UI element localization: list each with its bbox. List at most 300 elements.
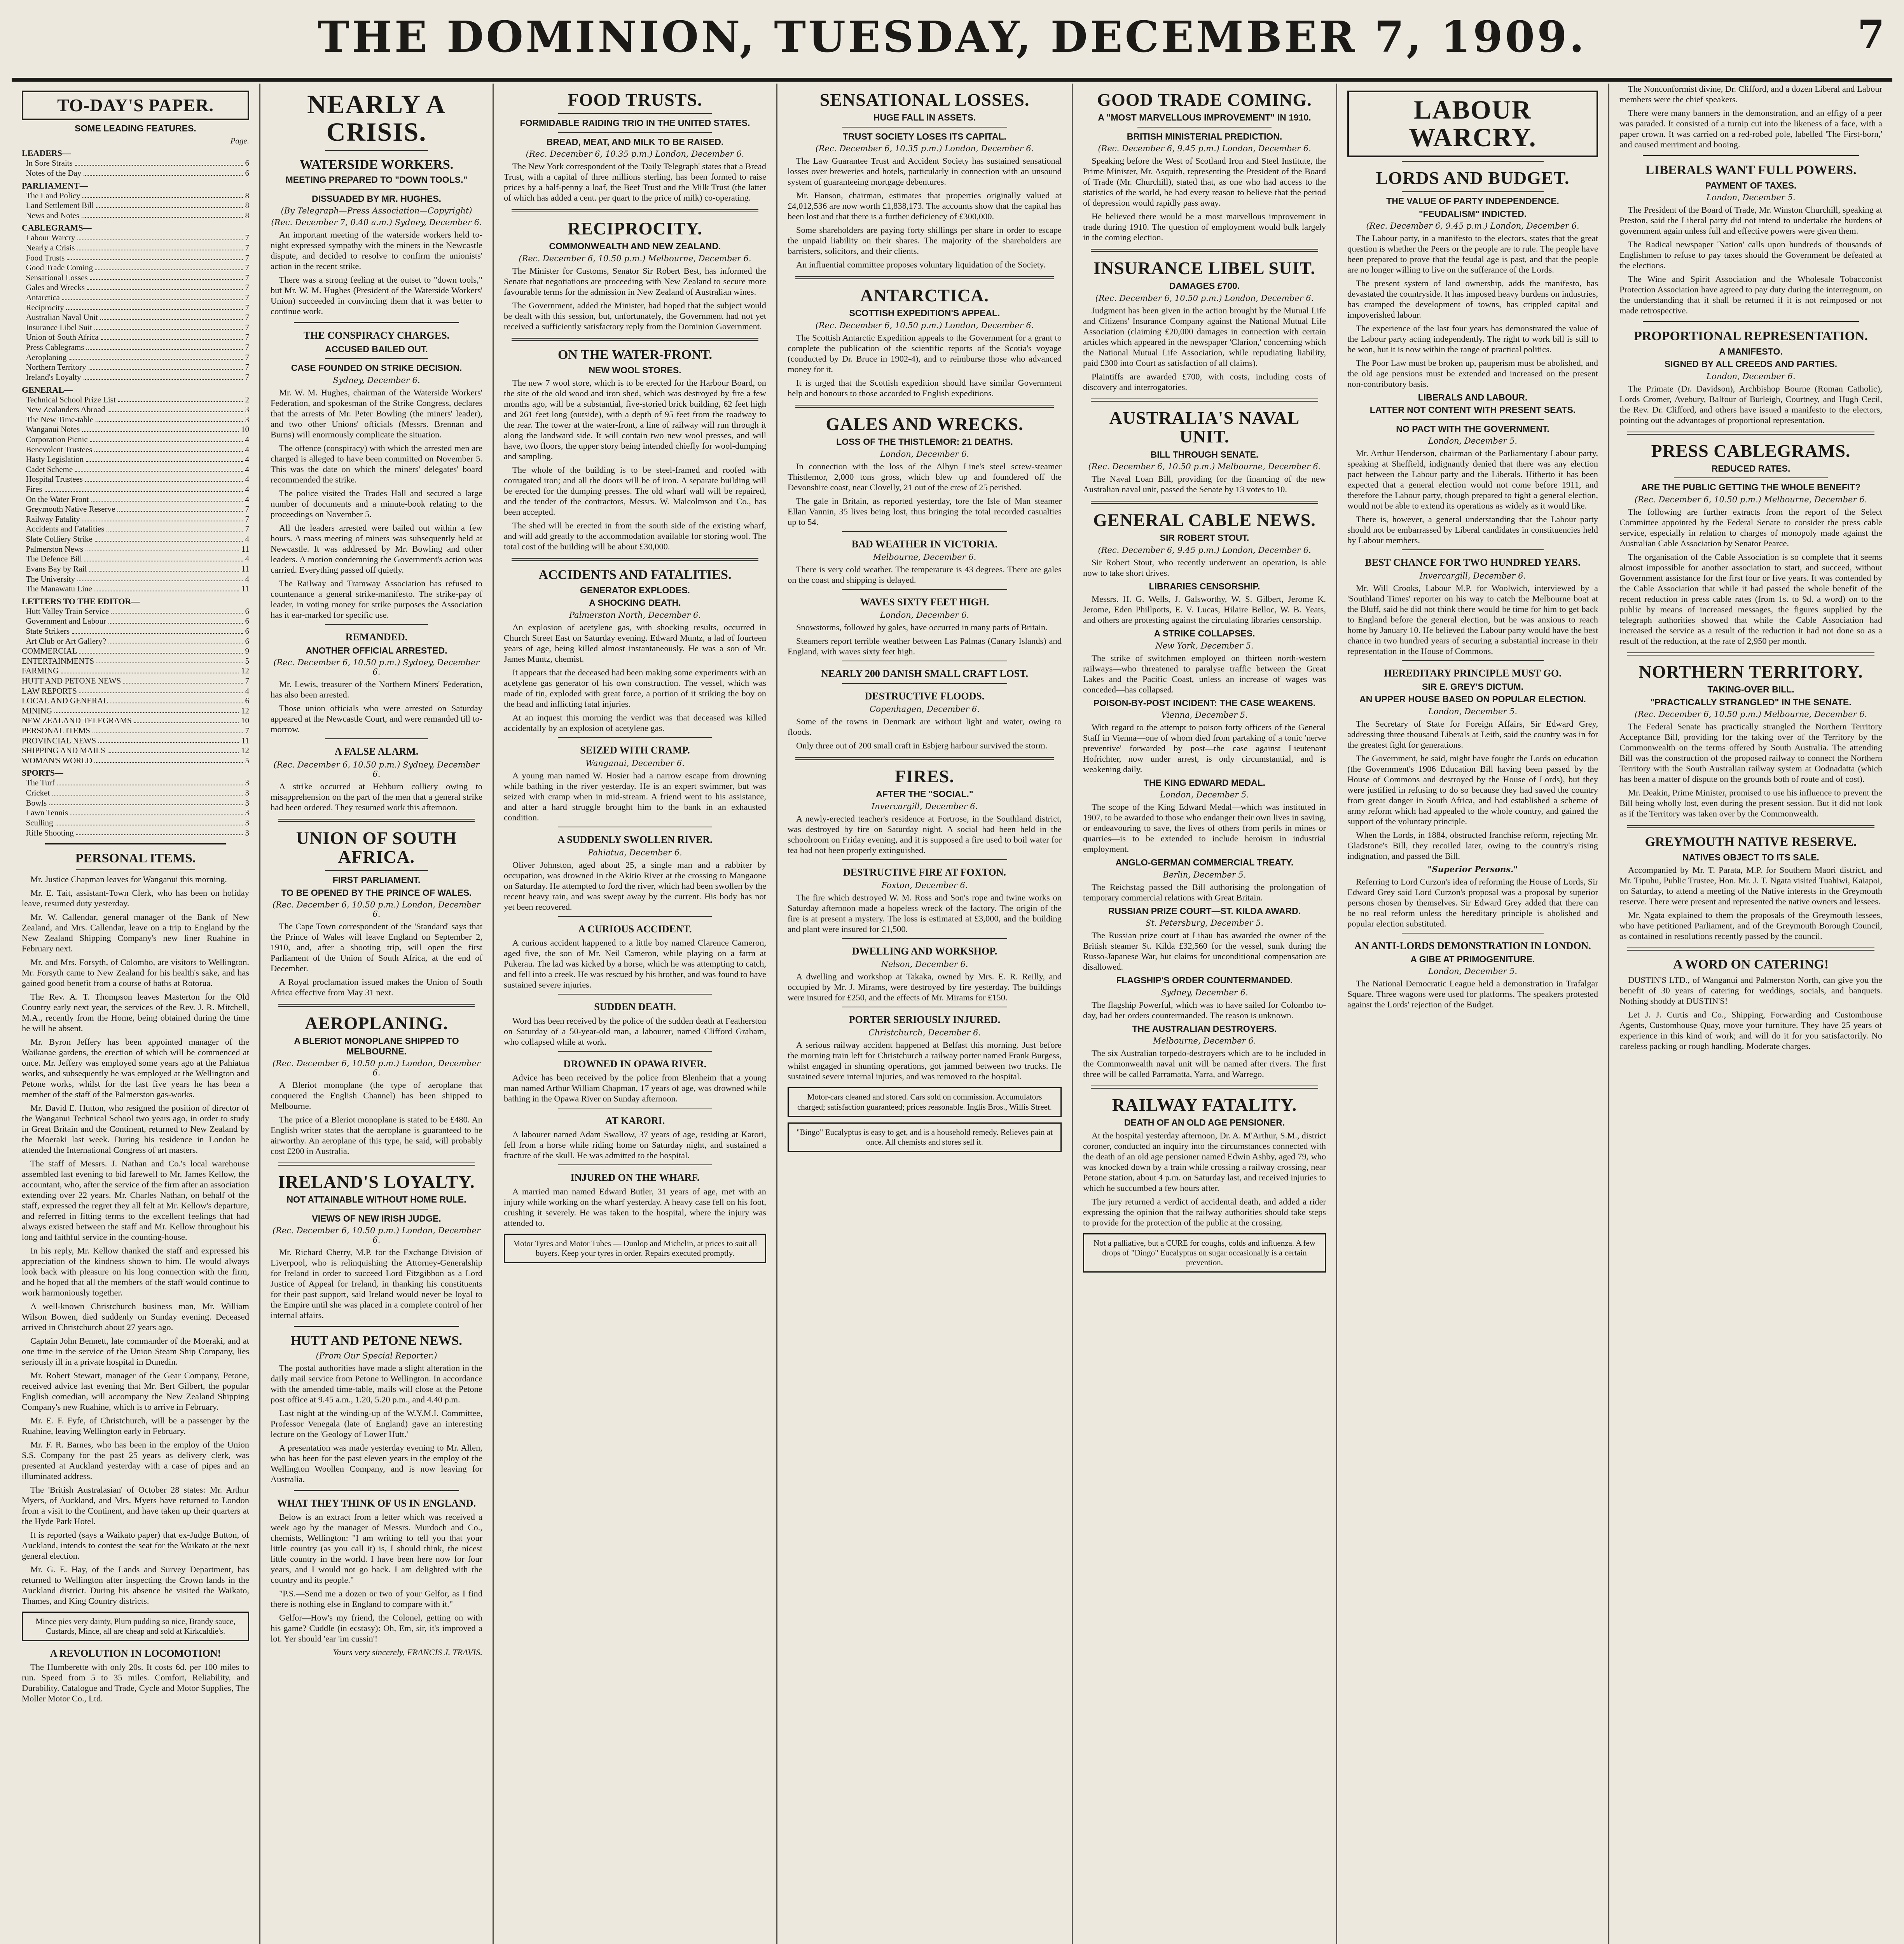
dateline: London, December 6. [1706, 371, 1796, 381]
index-label: Benevolent Trustees [22, 444, 93, 454]
features-index [22, 148, 249, 838]
todays-paper-heading: TO-DAY'S PAPER. [22, 91, 249, 120]
article-paragraph: Mr. Arthur Henderson, chairman of the Parliamentary Labour party, speaking at Sheffield, indignantly denied that there was any election pact between the Labour party and the Liberals. Hitherto it has been expected that a general election would not come before 1911, and therefore the Labour party, though prepared to fight a general election, would not be able to extend its operations as widely as it would like. [1347, 448, 1598, 511]
personal-item: In his reply, Mr. Kellow thanked the staff and expressed his appreciation of the kindness shown to him. He would always look back with pleasure on his long connection with the firm, and he hoped that all the members of the staff would continue to work harmoniously together. [22, 1245, 249, 1297]
index-page: 3 [245, 788, 249, 798]
index-row [22, 405, 249, 415]
subheading: ARE THE PUBLIC GETTING THE WHOLE BENEFIT? [1641, 482, 1861, 493]
leader-dots [77, 233, 243, 240]
index-label: Reciprocity [22, 302, 64, 312]
leader-dots [86, 544, 239, 552]
article-paragraph: "P.S.—Send me a dozen or two of your Gelfor, as I find there is nothing else in England to compare with it." [271, 1589, 482, 1609]
leader-dots [82, 514, 243, 522]
index-row [22, 808, 249, 818]
article-body [504, 161, 766, 203]
leader-dots [90, 435, 243, 442]
divider [1674, 477, 1828, 478]
floods-heading: DESTRUCTIVE FLOODS. [865, 690, 985, 702]
signoff: Yours very sincerely, FRANCIS J. TRAVIS. [333, 1647, 482, 1657]
article-body [788, 332, 1062, 399]
leader-dots [54, 706, 239, 713]
index-page: 11 [241, 564, 249, 573]
index-row [22, 323, 249, 333]
article-paragraph: Mr. Deakin, Prime Minister, promised to use his influence to prevent the Bill being wholly lost, even during the present session. But it did not look as if the Territory was taken over by the Commonwealth. [1619, 788, 1882, 819]
article-body [504, 860, 766, 912]
article-paragraph: The National Democratic League held a demonstration in Trafalgar Square. Three wagons were used for platforms. The speakers protested against the Lords' rejection of the Budget. [1347, 979, 1598, 1010]
subheading: A GIBE AT PRIMOGENITURE. [1410, 954, 1535, 965]
article-body [1083, 594, 1326, 625]
swollen-river-heading: A SUDDENLY SWOLLEN RIVER. [557, 834, 713, 845]
divider [795, 405, 1054, 408]
article-body [504, 1129, 766, 1161]
advert-motor-cars: Motor-cars cleaned and stored. Cars sold on commission. Accumulators charged; satisfaction guaranteed; prices reasonable. Inglis Bros., Willis Street. [788, 1087, 1062, 1117]
leader-dots [94, 445, 243, 452]
index-label: Aeroplaning [22, 352, 67, 362]
index-page: 7 [245, 726, 249, 736]
hereditary-heading: HEREDITARY PRINCIPLE MUST GO. [1384, 667, 1562, 679]
dateline: Melbourne, December 6. [1153, 1036, 1256, 1046]
leader-dots [108, 746, 239, 753]
foxton-fire-heading: DESTRUCTIVE FIRE AT FOXTON. [843, 866, 1006, 878]
divider [294, 1490, 459, 1491]
article-paragraph: Mr. Ngata explained to them the proposals of the Greymouth lessees, who have petitioned Parliament, and of the Greymouth Borough Council, as contained in resolutions recently passed by the council. [1619, 910, 1882, 941]
leader-dots [108, 405, 243, 412]
article-body [504, 622, 766, 733]
index-row [22, 828, 249, 838]
dateline: Sydney, December 6. [333, 375, 420, 385]
article-paragraph: Snowstorms, followed by gales, have occurred in many parts of Britain. [796, 622, 1048, 633]
article-paragraph: The Labour party, in a manifesto to the electors, states that the great question is whether the Peers or the people are to rule. The people have been prepared to prove that the feudal age is past, and that the people are no longer willing to live on the sufferance of the Lords. [1347, 233, 1598, 274]
leader-dots [101, 332, 243, 340]
subheading: TO BE OPENED BY THE PRINCE OF WALES. [281, 887, 472, 898]
leader-dots [96, 656, 243, 664]
article-body [1083, 882, 1326, 903]
article-paragraph: It is urged that the Scottish expedition should have similar Government help and honours to those accorded to English expeditions. [788, 378, 1062, 398]
reciprocity-heading: RECIPROCITY. [568, 219, 702, 239]
article-paragraph: The Scottish Antarctic Expedition appeals to the Government for a grant to complete the publication of the scientific reports of the Scotia's voyage (conducted by Dr. Bruce in 1902-4), and to reimburse those who advanced money for it. [788, 332, 1062, 374]
nearly-a-crisis-heading: NEARLY A CRISIS. [307, 89, 446, 147]
article-body [271, 1363, 482, 1484]
index-page: 7 [245, 243, 249, 252]
remanded-heading: REMANDED. [345, 631, 408, 643]
index-row [22, 636, 249, 647]
dateline: (Rec. December 6, 10.50 p.m.) Melbourne, December 6. [1088, 462, 1321, 471]
personal-item: It is reported (says a Waikato paper) that ex-Judge Button, of Auckland, intends to contest the seat for the Waikato at the next general election. [22, 1530, 249, 1561]
england-heading: WHAT THEY THINK OF US IN ENGLAND. [277, 1498, 476, 1509]
index-page: 7 [245, 676, 249, 685]
index-label: ENTERTAINMENTS [22, 656, 94, 666]
leader-dots [75, 158, 243, 166]
index-label: The New Time-table [22, 414, 94, 424]
article-body [504, 378, 766, 552]
article-paragraph: Word has been received by the police of the sudden death at Featherston on Saturday of a 50-year-old man, a labourer, named Clifford Graham, who collapsed while at work. [504, 1016, 766, 1047]
divider [512, 558, 758, 561]
index-label: Rifle Shooting [22, 828, 74, 837]
index-page: 3 [245, 828, 249, 837]
leader-dots [134, 716, 239, 723]
article-body [1083, 1000, 1326, 1021]
leader-dots [82, 425, 239, 432]
index-row [22, 293, 249, 303]
subheading: ANGLO-GERMAN COMMERCIAL TREATY. [1115, 857, 1294, 868]
leader-dots [96, 201, 243, 208]
article-paragraph: The jury returned a verdict of accidental death, and added a rider expressing the opinion that the railway authorities should take steps to provide for the protection of the public at the crossing. [1083, 1196, 1326, 1227]
leader-dots [84, 554, 243, 561]
article-paragraph: Some shareholders are paying forty shillings per share in order to escape the unpaid liability on their shares. The majority of the shareholders are barristers, solicitors, and their clients. [788, 225, 1062, 256]
index-row [22, 736, 249, 746]
dateline: (Rec. December 6, 10.50 p.m.) Sydney, December 6. [273, 760, 480, 779]
subheading: FLAGSHIP'S ORDER COUNTERMANDED. [1116, 975, 1293, 986]
index-label: The Manawatu Line [22, 584, 92, 594]
article-paragraph: A Bleriot monoplane (the type of aeroplane that conquered the English Channel) has been shipped to Melbourne. [271, 1080, 482, 1111]
divider [1091, 249, 1318, 252]
divider [795, 757, 1054, 760]
article-paragraph: Judgment has been given in the action brought by the Mutual Life and Citizens' Insurance Company against the National Mutual Life Association (claiming £20,000 damages in connection with certain articles which appeared in the newspaper 'Clarion,' concerning which the National Mutual Life Association, while repudiating liability, paid £300 into Court as satisfaction of all claims). [1083, 305, 1326, 368]
leader-dots [111, 607, 243, 614]
index-row [22, 656, 249, 666]
index-label: Cadet Scheme [22, 464, 73, 474]
article-body [1619, 205, 1882, 316]
article-paragraph: Mr. Will Crooks, Labour M.P. for Woolwich, interviewed by a 'Southland Times' reporter on his way to catch the Melbourne boat at the Bluff, said he did not think there would be time for him to get back to England before the general election, but he was anxious to reach home by January 10. He believed the Labour party would have the best chance in two hundred years of securing a substantial increase in their representation in the House of Commons. [1347, 583, 1598, 656]
index-page: 7 [245, 524, 249, 534]
article-paragraph: A newly-erected teacher's residence at Fortrose, in the Southland district, was destroyed by fire on Saturday night. A social had been held in the schoolroom on Friday evening, and it is supposed a fire used to boil water for tea had not been properly extinguished. [788, 813, 1062, 855]
article-body [788, 156, 1062, 270]
article-paragraph: The organisation of the Cable Association is so complete that it seems almost impossible for another association to start, and succeed, without Government assistance for the first four or five years. It was contended by the Cable Association that while it had passed the whole benefit of the recent reduction in press cable rates (from 1s. to 9d. a word) on to the public by means of increased messages, the figures supplied by the telegraph authorities showed that while the Cable Association had increased the service as a result of the reduction it had not done so as a result of the reduction, at the rate of 2,950 per month. [1619, 552, 1882, 646]
advert-bingo: "Bingo" Eucalyptus is easy to get, and is a household remedy. Relieves pain at once. All chemists and stores sell it. [788, 1122, 1062, 1152]
divider [325, 870, 428, 871]
index-page: 7 [245, 332, 249, 342]
index-row [22, 686, 249, 696]
article-paragraph: An influential committee proposes voluntary liquidation of the Society. [796, 260, 1046, 270]
subheading: POISON-BY-POST INCIDENT: THE CASE WEAKENS. [1093, 698, 1316, 708]
index-page: 7 [245, 504, 249, 514]
column-2 [260, 84, 494, 1944]
index-row [22, 564, 249, 574]
credit-line: (By Telegraph—Press Association—Copyright) [281, 206, 472, 216]
false-alarm-heading: A FALSE ALARM. [334, 746, 419, 757]
divider [1402, 549, 1544, 550]
index-row [22, 168, 249, 178]
index-row [22, 201, 249, 211]
hutt-petone-heading: HUTT AND PETONE NEWS. [291, 1334, 462, 1348]
subheading: FIRST PARLIAMENT. [332, 875, 421, 885]
dateline: London, December 6. [880, 449, 969, 459]
divider [1627, 432, 1874, 435]
subheading: SIGNED BY ALL CREEDS AND PARTIES. [1664, 359, 1838, 369]
subheading: BREAD, MEAT, AND MILK TO BE RAISED. [546, 136, 724, 147]
leader-dots [91, 495, 243, 502]
article-paragraph: Referring to Lord Curzon's idea of reforming the House of Lords, Sir Edward Grey said Lord Curzon's proposal was a proposal by superior persons chosen by themselves. Sir Edward Grey added that there can be no real reform unless the hereditary principle is abolished and popular election substituted. [1347, 876, 1598, 928]
article-paragraph: The six Australian torpedo-destroyers which are to be included in the Commonwealth naval unit will be named after rivers. The first three will be called Parramatta, Yarra, and Warrego. [1083, 1048, 1326, 1079]
article-paragraph: Below is an extract from a letter which was received a week ago by the manager of Messrs. Murdoch and Co., chemists, Wellington: "I am writing to tell you that your little country (as you call it) is, I should think, the nicest little country in the world. I have been here now for four years, and I would not go back. I am delighted with the country and its people." [271, 1512, 482, 1585]
subheading: VIEWS OF NEW IRISH JUDGE. [312, 1213, 441, 1224]
subheading: BILL THROUGH SENATE. [1150, 449, 1259, 460]
subheading: TAKING-OVER BILL. [1707, 684, 1794, 695]
page-label: Page. [230, 136, 249, 145]
index-label: Greymouth Native Reserve [22, 504, 115, 514]
index-page: 12 [241, 706, 249, 715]
divider [45, 843, 226, 844]
divider [278, 1163, 475, 1166]
index-row [22, 211, 249, 221]
masthead [12, 0, 1892, 82]
index-label: Union of South Africa [22, 332, 99, 342]
article-body [271, 387, 482, 620]
divider [842, 859, 1007, 860]
article-body [1347, 876, 1598, 929]
index-label: WOMAN'S WORLD [22, 755, 93, 765]
press-cablegrams-heading: PRESS CABLEGRAMS. [1651, 441, 1851, 461]
index-label: Accidents and Fatalities [22, 524, 105, 534]
index-label: PERSONAL ITEMS [22, 726, 90, 736]
index-page: 12 [241, 666, 249, 676]
article-paragraph: The Nonconformist divine, Dr. Clifford, and a dozen Liberal and Labour members were the chief speakers. [1619, 84, 1882, 104]
article-paragraph: The Minister for Customs, Senator Sir Robert Best, has informed the Senate that negotiations are proceeding with New Zealand to secure more favourable terms for the admission in New Zealand of Australian wines. [504, 266, 766, 297]
leader-dots [45, 484, 243, 492]
divider [842, 683, 1007, 684]
subheading: GENERATOR EXPLODES. [580, 585, 690, 595]
article-paragraph: Let J. J. Curtis and Co., Shipping, Forwarding and Customhouse Agents, Customhouse Quay, move your furniture. They have 25 years of experience in this kind of work; and will do it for you satisfactorily. No careless packing or rough handling. Moderate charges. [1619, 1009, 1882, 1051]
subheading: A SHOCKING DEATH. [589, 598, 681, 608]
dateline: London, December 5. [1428, 706, 1518, 716]
advert-dingo: Not a palliative, but a CURE for coughs, colds and influenza. A few drops of "Dingo" Eucalyptus on sugar occasionally is a certain prevention. [1083, 1233, 1326, 1273]
index-row [22, 756, 249, 766]
article-body [1083, 1048, 1326, 1079]
leader-dots [107, 524, 243, 531]
article-paragraph: Mr. Lewis, treasurer of the Northern Miners' Federation, has also been arrested. [271, 679, 482, 700]
index-page: 10 [241, 425, 249, 434]
divider [294, 1326, 459, 1327]
personal-items-heading: PERSONAL ITEMS. [75, 851, 196, 866]
index-row [22, 534, 249, 544]
leader-dots [72, 626, 243, 634]
article-body [788, 461, 1062, 527]
index-page: 6 [245, 636, 249, 646]
index-label: MINING [22, 706, 52, 715]
column-3 [494, 84, 777, 1944]
irelands-loyalty-heading: IRELAND'S LOYALTY. [278, 1172, 475, 1192]
article-paragraph: He believed there would be a most marvellous improvement in trade during 1910. The question of employment would bulk largely in the coming election. [1083, 212, 1326, 243]
index-row [22, 263, 249, 273]
leader-dots [94, 584, 239, 591]
article-paragraph: The postal authorities have made a slight alteration in the daily mail service from Petone to Wellington. In accordance with the amended time-table, mails will close at the Petone post office at 9.45 a.m., 1.20, 5.20 p.m., and 4.40 p.m. [271, 1363, 482, 1405]
article-body [1083, 930, 1326, 972]
index-label: HUTT AND PETONE NEWS [22, 676, 121, 685]
dateline: New York, December 5. [1155, 641, 1254, 650]
index-row [22, 233, 249, 243]
article-paragraph: Mr. Hanson, chairman, estimates that properties originally valued at £4,012,536 are now worth £1,838,173. The accounts show that the capital has been lost and that there is a further deficiency of £300,000. [788, 191, 1062, 222]
divider [1643, 155, 1859, 156]
insurance-libel-heading: INSURANCE LIBEL SUIT. [1093, 258, 1316, 278]
index-label: Government and Labour [22, 616, 106, 626]
article-paragraph: The Law Guarantee Trust and Accident Society has sustained sensational losses over breweries and hotels, particularly in connection with an unsound system of guaranteeing mortgage debentures. [788, 156, 1062, 187]
index-page: 8 [245, 210, 249, 220]
article-paragraph: Only three out of 200 small craft in Esbjerg harbour survived the storm. [796, 740, 1048, 750]
index-row [22, 626, 249, 636]
index-label: Railway Fatality [22, 514, 80, 524]
divider [795, 276, 1054, 279]
subheading: "Superior Persons." [1427, 864, 1518, 874]
curious-accident-heading: A CURIOUS ACCIDENT. [578, 923, 692, 935]
index-label: Sculling [22, 818, 53, 827]
article-paragraph: Messrs. H. G. Wells, J. Galsworthy, W. S. Gilbert, Jerome K. Jerome, Eden Phillpotts, E. V. Lucas, Hilaire Belloc, W. B. Yeats, and others are protesting against the circulating libraries censorship. [1083, 594, 1326, 625]
index-page: 8 [245, 201, 249, 210]
leader-dots [49, 798, 243, 806]
index-row [22, 574, 249, 584]
index-page: 12 [241, 746, 249, 755]
personal-item: Mr. Byron Jeffery has been appointed manager of the Waikanae gardens, the erection of which will be commenced at once. Mr. Jeffery was employed some years ago at the Pahiatua works, and subsequently he was employed at the Wellington and Petone works, whilst for the last five years he has been a member of the staff of the Palmerston gas-works. [22, 1037, 249, 1099]
article-body [271, 1080, 482, 1156]
article-paragraph: A dwelling and workshop at Takaka, owned by Mrs. E. R. Reilly, and occupied by Mr. J. Mirams, were destroyed by fire yesterday. The buildings were insured for £250, and the effects of Mr. Mirams for £150. [788, 972, 1062, 1003]
article-paragraph: Oliver Johnston, aged about 25, a single man and a rabbiter by occupation, was drowned in the Akitio River at the crossing to Mangaone on Saturday. He attempted to ford the river, which had been swollen by the recent heavy rain, and was swept away by the current. His body has not yet been recovered. [504, 860, 766, 912]
greymouth-heading: GREYMOUTH NATIVE RESERVE. [1645, 835, 1857, 850]
leader-dots [84, 168, 243, 176]
index-row [22, 353, 249, 363]
karori-heading: AT KARORI. [605, 1115, 665, 1127]
divider [1091, 501, 1318, 504]
index-label: Australian Naval Unit [22, 313, 98, 322]
index-row [22, 372, 249, 383]
divider [1643, 321, 1859, 322]
index-row [22, 283, 249, 293]
divider [558, 132, 712, 133]
subheading: LIBRARIES CENSORSHIP. [1149, 581, 1260, 591]
index-row [22, 778, 249, 788]
dateline: Invercargill, December 6. [1419, 571, 1526, 580]
article-paragraph: Speaking before the West of Scotland Iron and Steel Institute, the Prime Minister, Mr. Asquith, representing the President of the Board of Trade (Mr. Churchill), stated that, as one who had access to the statistics of the world, he had every reason to believe that the period of depression would rapidly pass away. [1083, 156, 1326, 208]
index-row [22, 726, 249, 736]
divider [1091, 1086, 1318, 1089]
leader-dots [84, 372, 243, 380]
dateline: (Rec. December 6, 10.50 p.m.) Sydney, December 6. [273, 658, 480, 677]
leader-dots [85, 474, 243, 482]
leader-dots [108, 636, 243, 644]
index-section: LETTERS TO THE EDITOR— [22, 596, 140, 606]
article-paragraph: At an inquest this morning the verdict was that deceased was killed accidentally by an explosion of acetylene gas. [504, 712, 766, 733]
index-page: 6 [245, 696, 249, 706]
index-page: 7 [245, 273, 249, 282]
subheading: CASE FOUNDED ON STRIKE DECISION. [291, 363, 462, 373]
subheading: HUGE FALL IN ASSETS. [873, 112, 976, 123]
index-label: The Land Policy [22, 191, 80, 200]
index-label: Ireland's Loyalty [22, 372, 81, 382]
leader-dots [96, 415, 243, 422]
index-page: 4 [245, 464, 249, 474]
index-label: Antarctica [22, 293, 60, 302]
subheading: DAMAGES £700. [1169, 281, 1240, 291]
article-paragraph: The present system of land ownership, adds the manifesto, has devastated the countryside. It has imposed heavy burdens on industries, has cramped the development of towns, has crippled capital and impoverished labour. [1347, 278, 1598, 320]
index-row [22, 465, 249, 475]
divider [325, 150, 428, 151]
index-row [22, 584, 249, 594]
article-paragraph: In connection with the loss of the Albyn Line's steel screw-steamer Thistlemor, 2,000 tons gross, which blew up and foundered off the Devonshire coast, near Clovelly, 21 out of the crew of 25 perished. [788, 461, 1062, 492]
article-paragraph: The Cape Town correspondent of the 'Standard' says that the Prince of Wales will leave England on September 2, 1910, and, after a shooting trip, will open the first Parliament of the Union of South Africa, at the end of December. [271, 921, 482, 974]
personal-items [22, 874, 249, 1606]
index-label: Gales and Wrecks [22, 283, 85, 292]
index-page: 4 [245, 444, 249, 454]
index-label: Sensational Losses [22, 273, 88, 282]
subheading: AN UPPER HOUSE BASED ON POPULAR ELECTION. [1359, 694, 1586, 705]
proportional-heading: PROPORTIONAL REPRESENTATION. [1633, 329, 1868, 344]
leader-dots [87, 283, 243, 290]
index-section: SPORTS— [22, 768, 63, 778]
article-body [271, 229, 482, 316]
article-paragraph: There was a strong feeling at the outset to "down tools," but Mr. W. M. Hughes (President of the Waterside Workers' Union) succeeded in convincing them that it was better to continue work. [271, 275, 482, 316]
article-paragraph: The Naval Loan Bill, providing for the financing of the new Australian naval unit, passed the Senate by 13 votes to 10. [1083, 474, 1326, 494]
article-body [504, 266, 766, 332]
index-label: Nearly a Crisis [22, 243, 75, 252]
index-label: Evans Bay by Rail [22, 564, 87, 573]
conspiracy-charges-heading: THE CONSPIRACY CHARGES. [303, 330, 450, 341]
divider [512, 338, 758, 341]
subheading: DISSUADED BY MR. HUGHES. [311, 193, 442, 204]
index-page: 6 [245, 158, 249, 168]
index-label: Press Cablegrams [22, 343, 84, 352]
dateline: Palmerston North, December 6. [569, 610, 701, 620]
dateline: Foxton, December 6. [881, 880, 968, 890]
article-paragraph: The Reichstag passed the Bill authorising the prolongation of temporary commercial relations with Great Britain. [1083, 882, 1326, 902]
dateline: London, December 6. [880, 610, 969, 620]
waterside-workers-heading: WATERSIDE WORKERS. [299, 157, 454, 172]
article-body [504, 1016, 766, 1047]
subheading: TRUST SOCIETY LOSES ITS CAPITAL. [843, 131, 1006, 142]
index-page: 7 [245, 322, 249, 332]
subheading: MEETING PREPARED TO "DOWN TOOLS." [285, 175, 468, 185]
index-row [22, 646, 249, 656]
index-row [22, 514, 249, 524]
index-row [22, 524, 249, 534]
index-page: 7 [245, 233, 249, 243]
index-label: LAW REPORTS [22, 686, 77, 696]
article-paragraph: The scope of the King Edward Medal—which was instituted in 1907, to be awarded to those who endanger their own lives in saving, or endeavouring to save, the lives of others from perils in mines or quarries—is to be extended to include heroism in industrial employment. [1083, 802, 1326, 854]
article-paragraph: Sir Robert Stout, who recently underwent an operation, is able now to take short drives. [1083, 557, 1326, 578]
dateline: Nelson, December 6. [881, 960, 968, 969]
index-label: The University [22, 574, 75, 584]
leader-dots [77, 243, 243, 250]
article-body [1347, 978, 1598, 1010]
leader-dots [118, 395, 243, 402]
index-row [22, 435, 249, 445]
article-paragraph: Some of the towns in Denmark are without light and water, owing to floods. [788, 716, 1062, 737]
index-page: 5 [245, 755, 249, 765]
columns [12, 84, 1892, 1944]
leader-dots [89, 564, 239, 572]
index-label: Bowls [22, 798, 47, 808]
leader-dots [117, 504, 243, 512]
article-paragraph: There were many banners in the demonstration, and an effigy of a peer was paraded. It consisted of a turnip cut into the likeness of a face, with a paper crown. It was carried on a red-robed pole, labelled 'The First-born,' and caused merriment and booing. [1619, 108, 1882, 149]
index-row [22, 455, 249, 465]
personal-item: Mr. F. R. Barnes, who has been in the employ of the Union S.S. Company for the past 25 years as delivery clerk, was presented at Auckland yesterday with a case of pipes and an illuminated address. [22, 1439, 249, 1481]
article-paragraph: An important meeting of the waterside workers held to-night expressed sympathy with the miners in the Newcastle dispute, and decided to resolve to confirm the unionists' action in the recent strike. [271, 230, 482, 271]
article-body [788, 716, 1062, 751]
index-row [22, 474, 249, 484]
lords-budget-heading: LORDS AND BUDGET. [1376, 168, 1570, 188]
index-label: Hutt Valley Train Service [22, 606, 109, 616]
column-5 [1073, 84, 1337, 1944]
dateline: Wanganui, December 6. [585, 758, 685, 768]
personal-item: Mr. E. Tait, assistant-Town Clerk, who has been on holiday leave, resumed duty yesterday. [22, 888, 249, 908]
leader-dots [100, 313, 243, 320]
divider [1627, 948, 1874, 951]
index-row [22, 666, 249, 676]
index-page: 7 [245, 283, 249, 292]
good-trade-heading: GOOD TRADE COMING. [1097, 90, 1312, 110]
divider [512, 209, 758, 212]
index-row [22, 425, 249, 435]
dateline: (Rec. December 6, 10.35 p.m.) London, December 6. [526, 149, 744, 159]
article-paragraph: Accompanied by Mr. T. Parata, M.P. for Southern Maori district, and Mr. Tipuhu, Public Trustee, Hon. Mr. J. T. Ngata visited Tuahiwi, Kaiapoi, on Saturday, to attend a meeting of the Native interests in the Greymouth reserve. There were present and represented the native owners and lessees. [1619, 865, 1882, 907]
article-paragraph: The whole of the building is to be steel-framed and roofed with corrugated iron; and all the doors will be of iron. A separate building will be erected for the dumping presses. The old wharf wall will be repaired, and the tender of the contractors, Messrs. W. Malcolmson and Co., has been accepted. [504, 465, 766, 517]
